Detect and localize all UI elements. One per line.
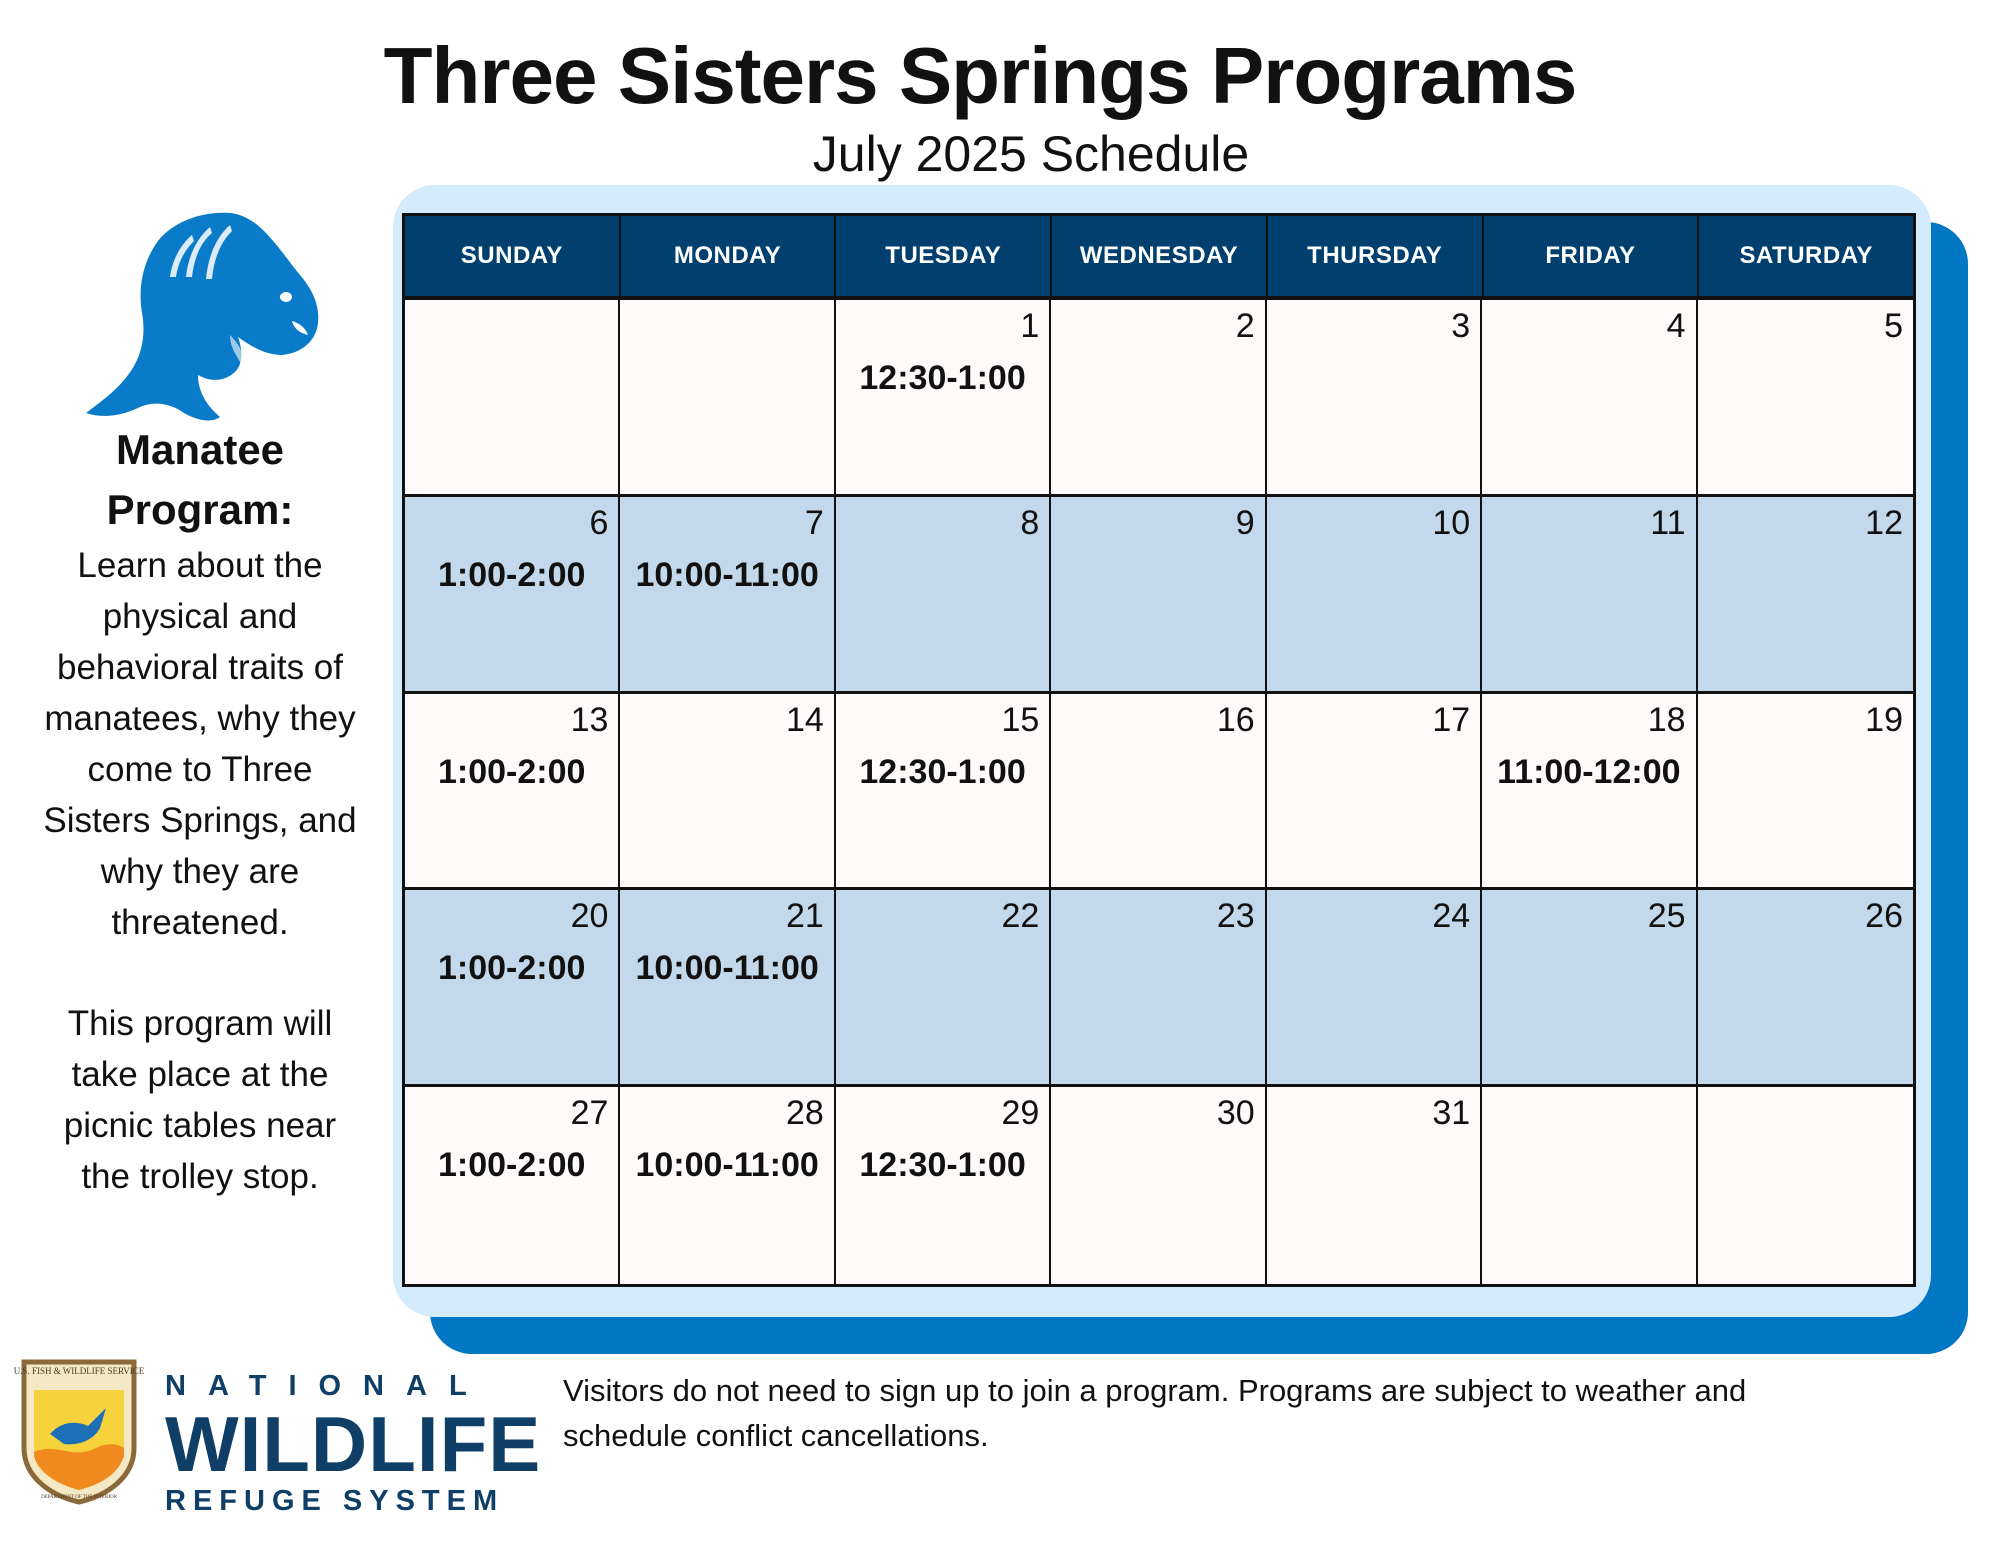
- calendar-day: [836, 890, 1051, 1087]
- day-number: 6: [589, 503, 609, 542]
- program-description: [40, 420, 360, 1202]
- calendar-day: [1482, 1087, 1697, 1284]
- manatee-icon: [80, 205, 320, 425]
- calendar-day: [1482, 890, 1697, 1087]
- day-number: 28: [786, 1094, 824, 1133]
- program-heading-line1: Manatee: [115, 426, 285, 473]
- weekday-thursday: THURSDAY: [1268, 216, 1484, 296]
- day-number: 2: [1235, 307, 1255, 345]
- calendar-day: [620, 694, 835, 891]
- program-summary: Learn about the physical and behavioral traits of manatees, why they come to Three Sisters Springs, and why they are threatened.: [43, 546, 357, 942]
- program-heading-line2: Program:: [106, 486, 294, 533]
- day-number: 9: [1235, 503, 1255, 542]
- calendar-day: [1698, 1087, 1913, 1284]
- day-number: 16: [1216, 700, 1255, 739]
- day-number: 15: [1001, 700, 1040, 739]
- day-number: 20: [570, 897, 609, 936]
- seal-text-top: U.S. FISH & WILDLIFE SERVICE: [14, 1366, 144, 1376]
- visitor-note: Visitors do not need to sign up to join a program. Programs are subject to weather and schedule conflict cancellations.: [563, 1373, 1747, 1453]
- calendar-day: [836, 1087, 1051, 1284]
- weekday-tuesday: TUESDAY: [836, 216, 1052, 296]
- day-number: 8: [1020, 503, 1040, 542]
- calendar-day: [1698, 694, 1913, 891]
- program-time: 10:00-11:00: [635, 555, 819, 594]
- seal-text-bottom: DEPARTMENT OF THE INTERIOR: [41, 1495, 117, 1500]
- program-time: 1:00-2:00: [438, 1146, 586, 1185]
- program-time: 12:30-1:00: [859, 752, 1026, 791]
- day-number: 4: [1666, 307, 1686, 345]
- page-subtitle: July 2025 Schedule: [812, 126, 1250, 182]
- day-number: 1: [1020, 307, 1040, 345]
- day-number: 3: [1451, 307, 1471, 345]
- day-number: 31: [1432, 1094, 1471, 1133]
- calendar-day: [405, 694, 620, 891]
- day-number: 12: [1865, 503, 1903, 542]
- calendar-day: [1482, 300, 1697, 497]
- day-number: 27: [570, 1094, 609, 1133]
- calendar-day: [405, 1087, 620, 1284]
- day-number: 29: [1001, 1094, 1040, 1133]
- calendar-day: [405, 497, 620, 694]
- calendar-day: [1482, 694, 1697, 891]
- program-time: 1:00-2:00: [438, 555, 586, 594]
- program-time: 12:30-1:00: [859, 359, 1026, 397]
- calendar-day: [1698, 300, 1913, 497]
- calendar-day: [405, 890, 620, 1087]
- weekday-header: [405, 216, 1913, 300]
- day-number: 11: [1650, 503, 1686, 542]
- fws-seal-icon: [14, 1356, 144, 1506]
- calendar-day: [1698, 890, 1913, 1087]
- page-title: Three Sisters Springs Programs: [383, 31, 1577, 120]
- day-number: 19: [1865, 700, 1903, 739]
- logo-wildlife: WILDLIFE: [165, 1400, 542, 1488]
- calendar-day: [1051, 694, 1266, 891]
- calendar-day: [620, 497, 835, 694]
- day-number: 24: [1432, 897, 1471, 936]
- weekday-friday: FRIDAY: [1484, 216, 1700, 296]
- nwrs-logo: [165, 1368, 542, 1518]
- program-time: 10:00-11:00: [635, 949, 819, 988]
- calendar-day: [620, 300, 835, 497]
- weekday-sunday: SUNDAY: [405, 216, 621, 296]
- day-number: 18: [1647, 700, 1686, 739]
- day-number: 10: [1432, 503, 1471, 542]
- day-number: 23: [1216, 897, 1255, 936]
- weekday-saturday: SATURDAY: [1739, 242, 1873, 269]
- program-time: 10:00-11:00: [635, 1146, 819, 1185]
- program-location: This program will take place at the picnic tables near the trolley stop.: [63, 1004, 337, 1196]
- calendar-day: [1051, 497, 1266, 694]
- day-number: 30: [1216, 1094, 1255, 1133]
- calendar-day: [1482, 497, 1697, 694]
- calendar-day: [1267, 890, 1482, 1087]
- logo-refuge-system: REFUGE SYSTEM: [165, 1485, 505, 1517]
- logo-national: NATIONAL: [165, 1370, 489, 1402]
- day-number: 22: [1001, 897, 1040, 936]
- calendar-day: [1698, 497, 1913, 694]
- calendar-day: [1051, 300, 1266, 497]
- day-number: 17: [1432, 700, 1471, 739]
- program-time: 1:00-2:00: [438, 949, 586, 988]
- weekday-wednesday: WEDNESDAY: [1052, 216, 1268, 296]
- calendar-day: [1267, 300, 1482, 497]
- calendar-grid: [405, 300, 1913, 1284]
- calendar-day: [1267, 694, 1482, 891]
- calendar-day: [836, 300, 1051, 497]
- program-time: 12:30-1:00: [859, 1146, 1026, 1185]
- day-number: 14: [786, 700, 824, 739]
- calendar-day: [836, 497, 1051, 694]
- calendar-day: [620, 890, 835, 1087]
- calendar: [402, 213, 1916, 1287]
- calendar-day: [405, 300, 620, 497]
- day-number: 26: [1865, 897, 1903, 936]
- calendar-day: [1267, 1087, 1482, 1284]
- day-number: 21: [786, 897, 824, 936]
- program-time: 1:00-2:00: [438, 752, 586, 791]
- day-number: 5: [1884, 307, 1903, 345]
- day-number: 13: [570, 700, 609, 739]
- calendar-day: [1267, 497, 1482, 694]
- day-number: 25: [1647, 897, 1686, 936]
- weekday-monday: MONDAY: [621, 216, 837, 296]
- calendar-day: [1051, 1087, 1266, 1284]
- program-time: 11:00-12:00: [1497, 752, 1681, 791]
- day-number: 7: [804, 503, 824, 542]
- calendar-day: [620, 1087, 835, 1284]
- calendar-day: [836, 694, 1051, 891]
- calendar-day: [1051, 890, 1266, 1087]
